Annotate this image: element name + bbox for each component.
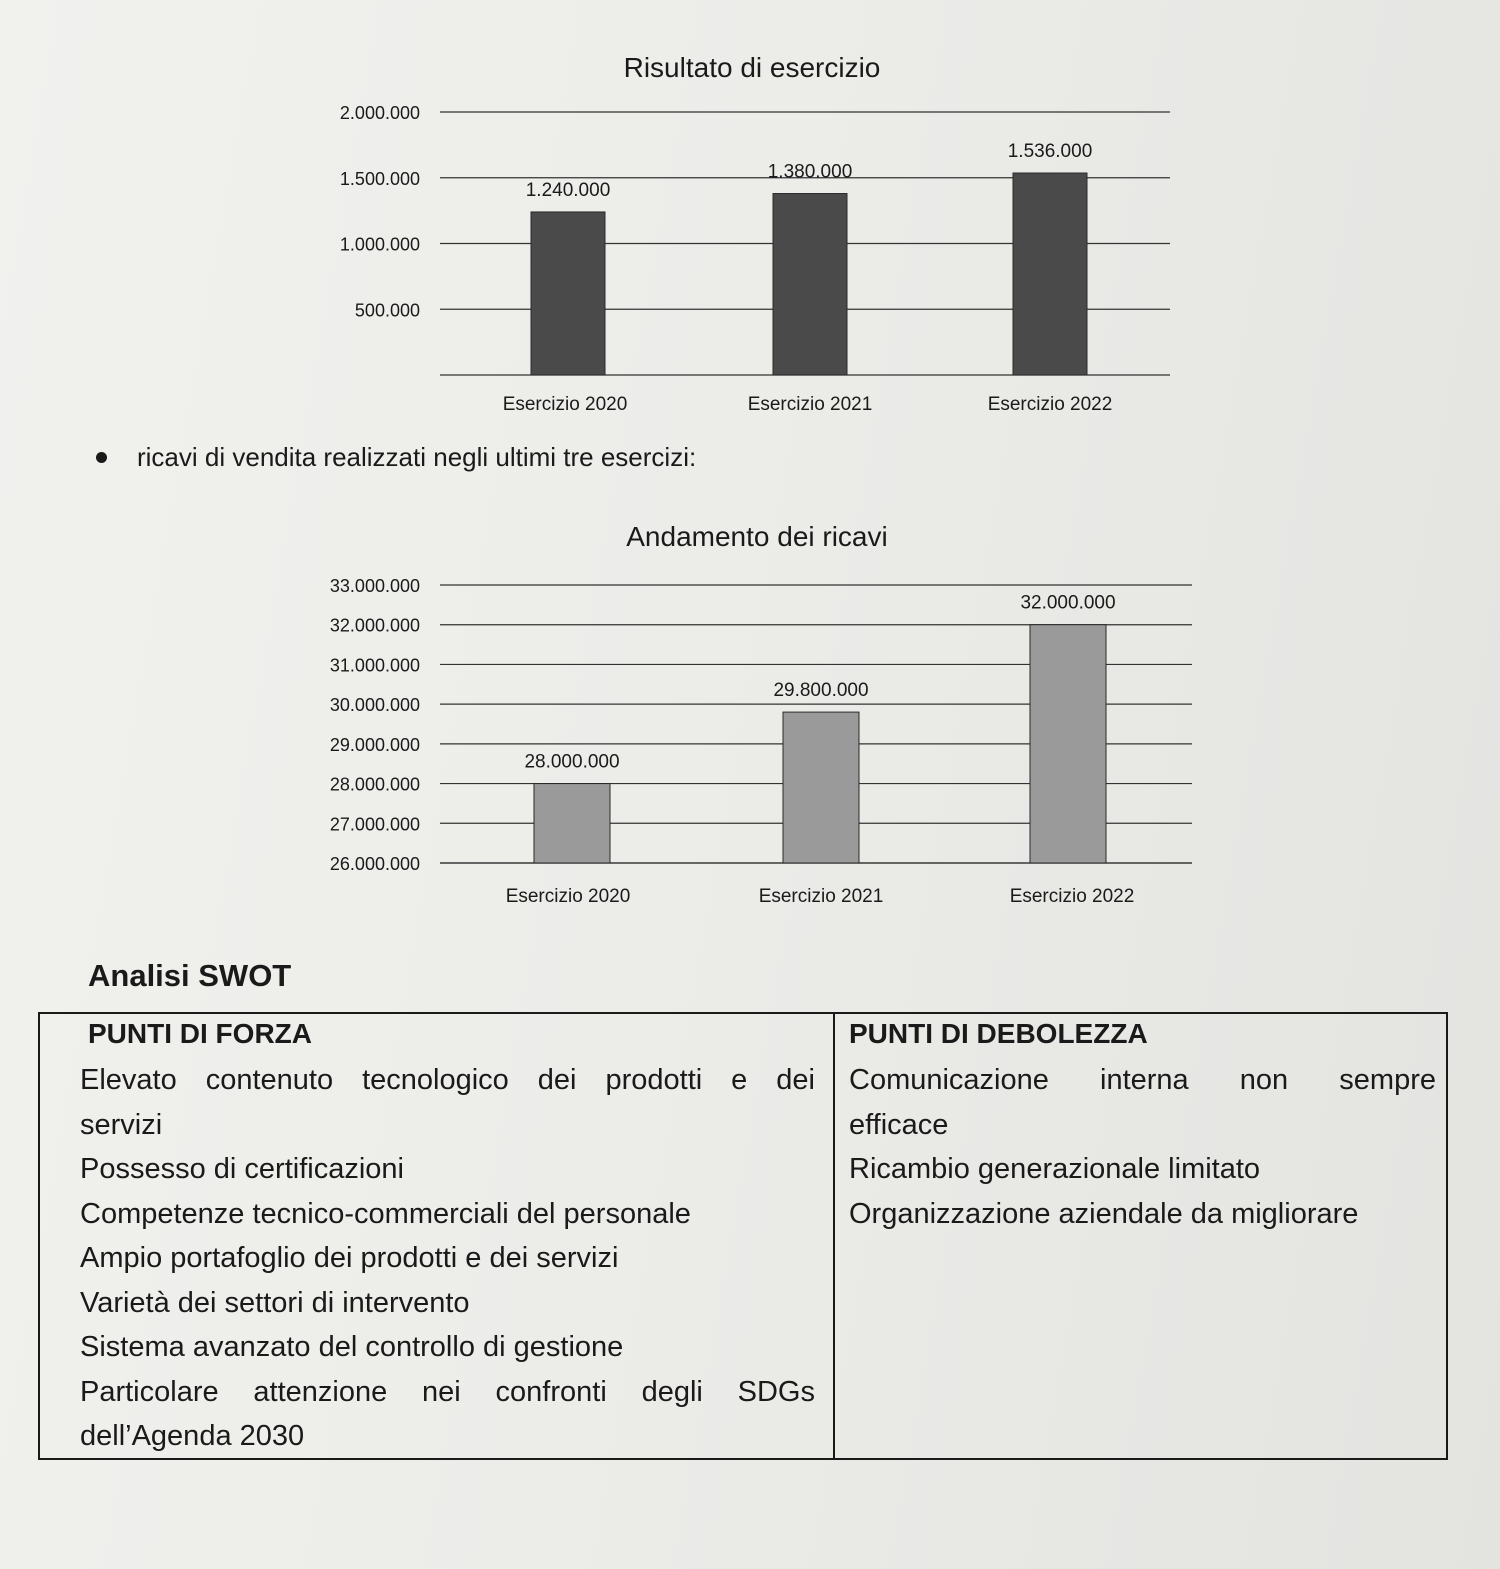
weakness-item: Organizzazione aziendale da migliorare [849, 1197, 1359, 1230]
swot-table [38, 1012, 1448, 1460]
y-tick-label: 30.000.000 [329, 695, 420, 716]
y-tick-label: 1.000.000 [339, 234, 420, 255]
x-category-label: Esercizio 2020 [505, 886, 631, 907]
swot-strengths-column [40, 1014, 835, 1458]
weaknesses-header: PUNTI DI DEBOLEZZA [849, 1018, 1148, 1049]
chart-title: Risultato di esercizio [623, 52, 881, 83]
strength-item: Elevato contenuto tecnologico dei prodotti e dei [80, 1064, 815, 1096]
x-category-label: Esercizio 2021 [747, 394, 873, 415]
bar-value-label: 1.240.000 [525, 179, 611, 201]
bar [783, 712, 859, 863]
strength-item: Sistema avanzato del controllo di gestione [80, 1331, 624, 1363]
strength-item: Varietà dei settori di intervento [80, 1286, 470, 1319]
bar-value-label: 1.536.000 [1007, 141, 1093, 163]
swot-title: Analisi SWOT [88, 958, 292, 993]
weakness-item: Comunicazione interna non sempre [849, 1064, 1436, 1096]
y-tick-label: 500.000 [354, 300, 420, 321]
y-tick-label: 26.000.000 [329, 854, 420, 874]
strength-item: Possesso di certificazioni [80, 1153, 404, 1185]
y-tick-label: 27.000.000 [329, 814, 420, 835]
bar-value-label: 1.380.000 [767, 161, 853, 183]
y-tick-label: 2.000.000 [339, 103, 420, 123]
bar [1030, 625, 1106, 863]
y-tick-label: 33.000.000 [329, 576, 420, 596]
bar-value-label: 32.000.000 [1020, 592, 1116, 614]
bar [534, 784, 610, 863]
x-category-label: Esercizio 2021 [758, 886, 884, 907]
strength-item: servizi [80, 1108, 163, 1141]
y-tick-label: 31.000.000 [329, 655, 420, 676]
weakness-item: Ricambio generazionale limitato [849, 1153, 1261, 1185]
bar-value-label: 28.000.000 [524, 751, 620, 773]
swot-weaknesses-column [835, 1014, 1450, 1458]
x-category-label: Esercizio 2022 [987, 394, 1113, 415]
y-tick-label: 28.000.000 [329, 774, 420, 795]
x-category-label: Esercizio 2020 [502, 394, 628, 415]
bar-value-label: 29.800.000 [773, 680, 869, 702]
bullet-text: ricavi di vendita realizzati negli ultimi tre esercizi: [137, 442, 697, 472]
strength-item: Competenze tecnico-commerciali del personale [80, 1197, 691, 1230]
strengths-header: PUNTI DI FORZA [88, 1018, 312, 1049]
strength-item: Particolare attenzione nei confronti degli SDGs [80, 1375, 815, 1408]
chart-title: Andamento dei ricavi [626, 521, 888, 552]
strengths-list [40, 1058, 833, 1459]
y-tick-label: 29.000.000 [329, 734, 420, 755]
y-tick-label: 1.500.000 [339, 168, 420, 189]
strength-item: dell’Agenda 2030 [80, 1420, 305, 1452]
y-tick-label: 32.000.000 [329, 615, 420, 636]
x-category-label: Esercizio 2022 [1009, 886, 1135, 907]
weaknesses-list [835, 1058, 1450, 1236]
strength-item: Ampio portafoglio dei prodotti e dei servizi [80, 1242, 619, 1274]
weakness-item: efficace [849, 1108, 949, 1141]
